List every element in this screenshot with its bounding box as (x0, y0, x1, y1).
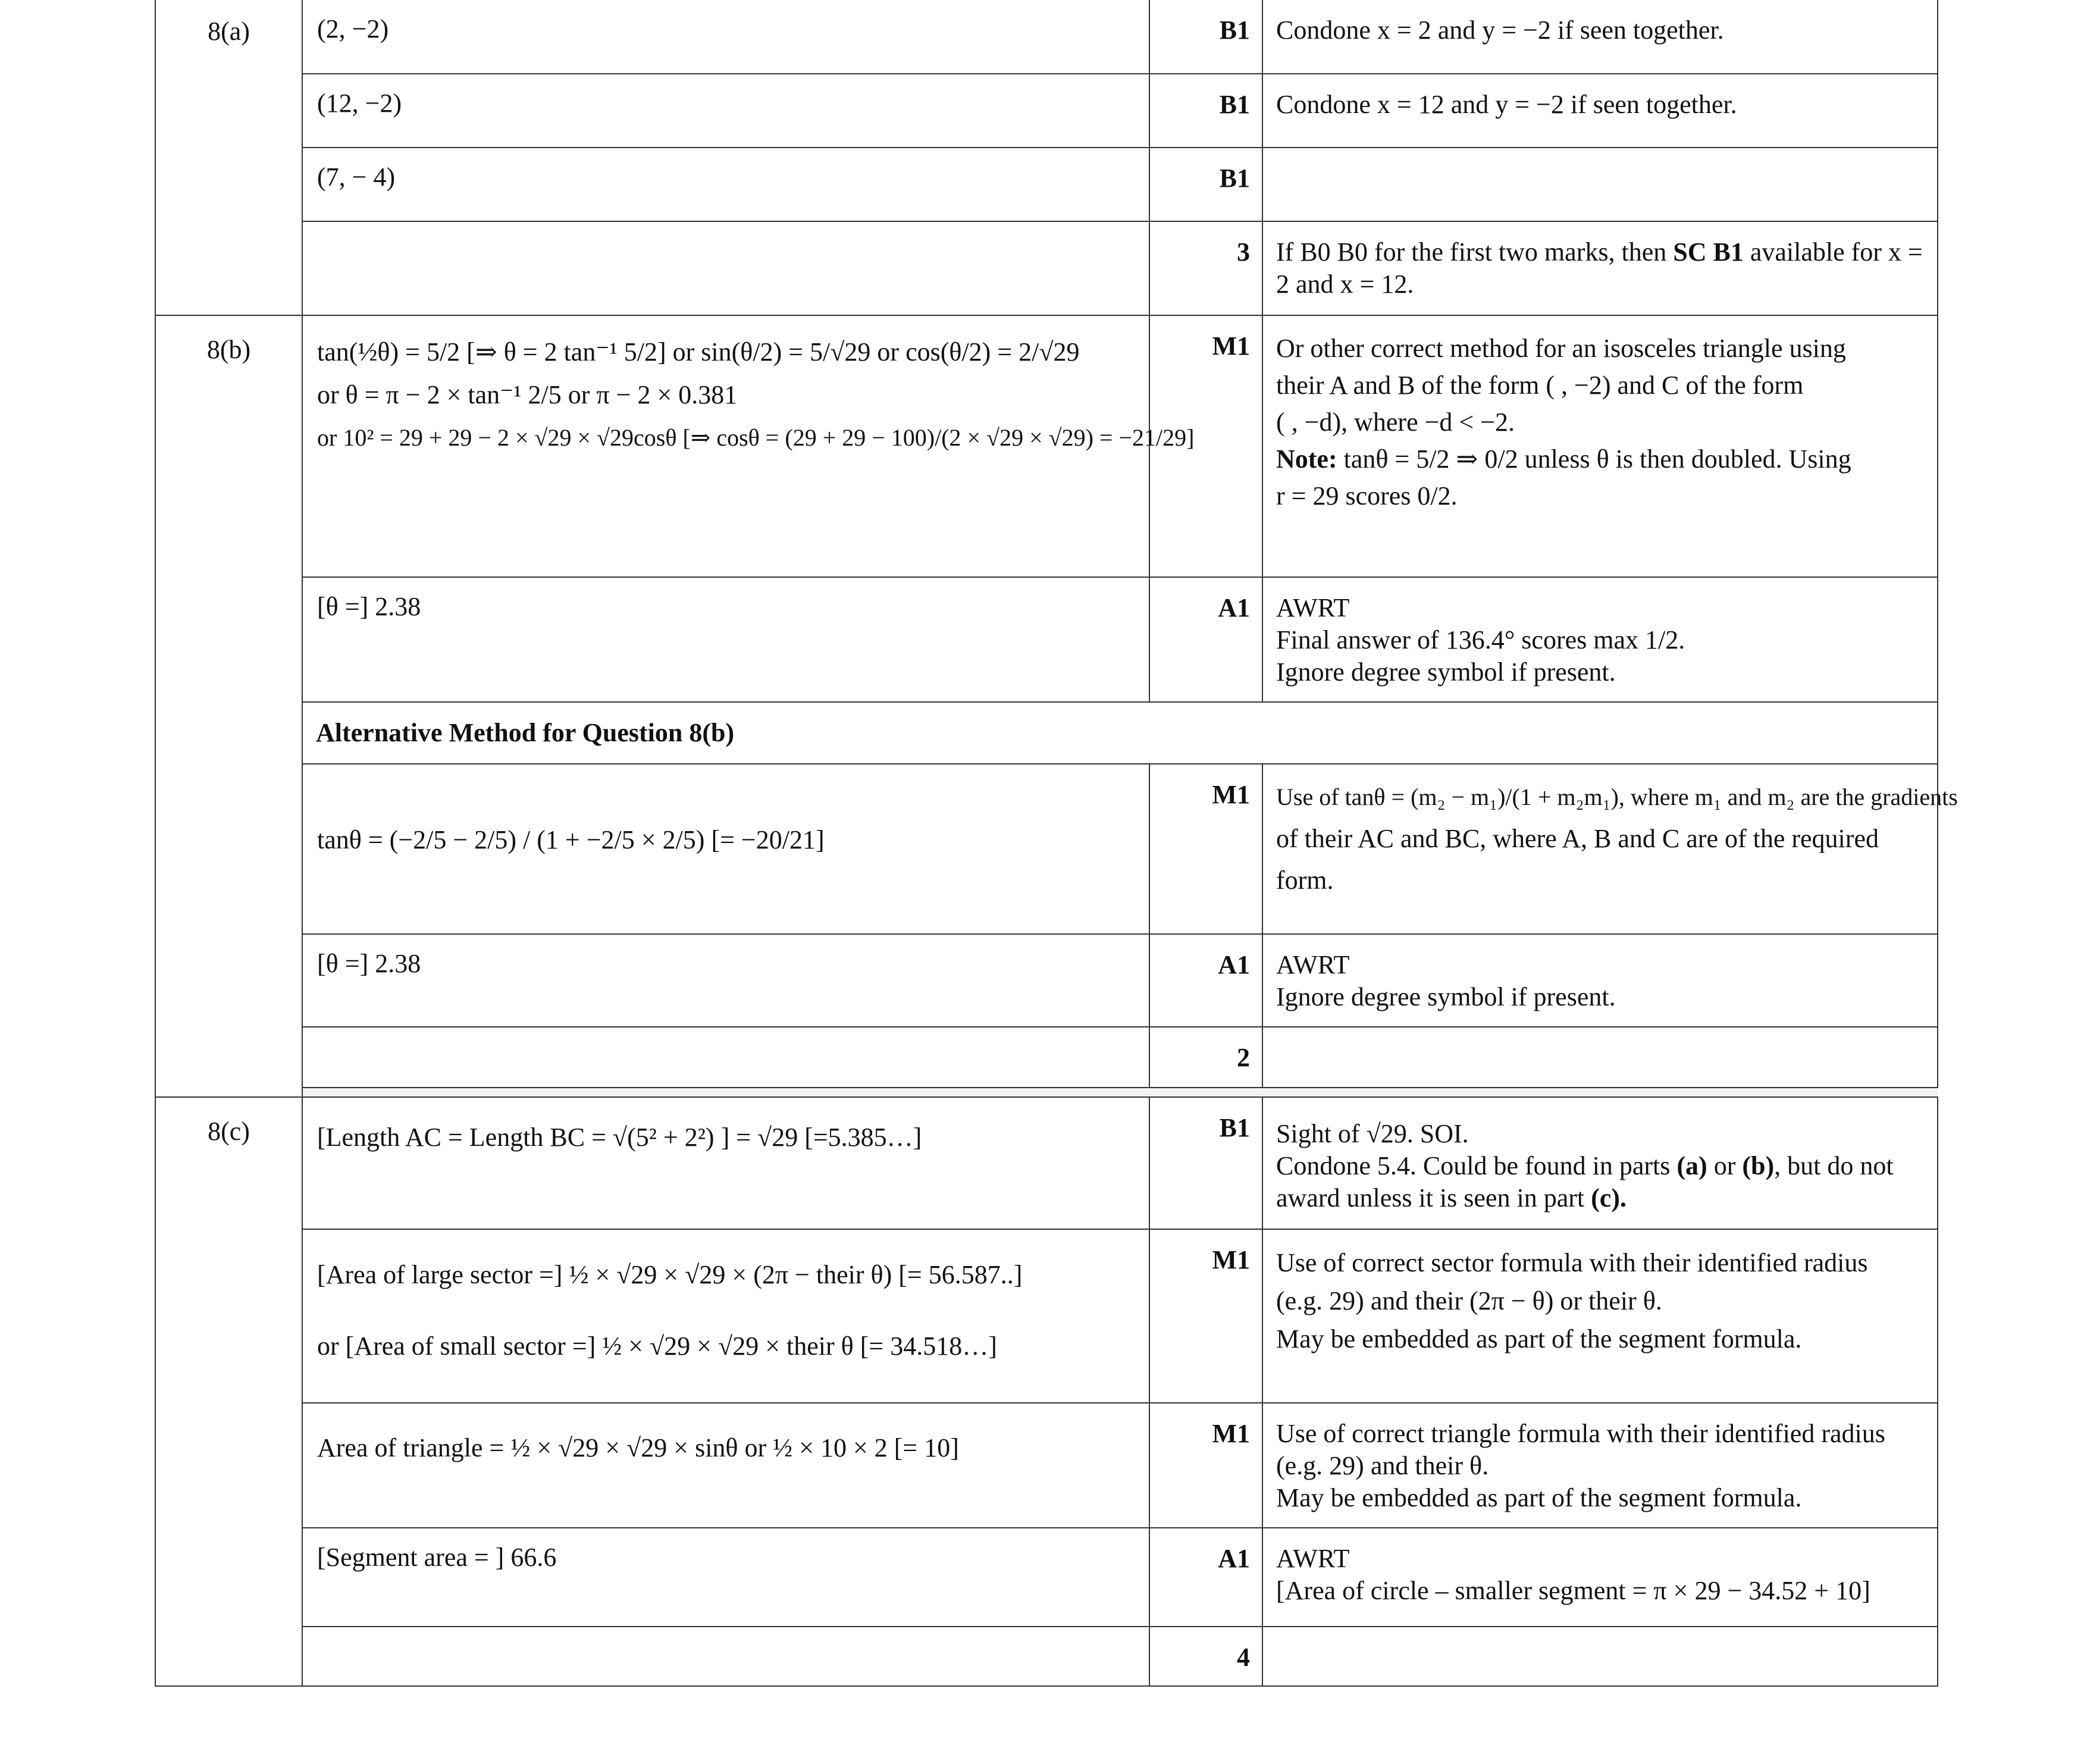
mark-cell (1149, 0, 1262, 74)
mark-code: A1 (1218, 1544, 1250, 1573)
table-row (155, 74, 1938, 148)
guidance-cell (1262, 577, 1938, 702)
total-mark-cell (1149, 221, 1262, 315)
part-ref: (c). (1591, 1183, 1627, 1212)
guidance-line: May be embedded as part of the segment formula. (1276, 1483, 1802, 1512)
guidance-line: Or other correct method for an isosceles triangle using (1276, 334, 1846, 363)
question-number: 8(a) (208, 17, 250, 46)
section-divider (155, 1088, 1938, 1097)
mark-cell (1149, 934, 1262, 1027)
guidance-line: Sight of √29. SOI. (1276, 1119, 1469, 1148)
alternative-heading-text: Alternative Method for Question 8(b) (316, 718, 735, 747)
guidance-cell (1262, 934, 1938, 1027)
mark-code: M1 (1212, 780, 1250, 809)
guidance-line: ( , −d), where −d < −2. (1276, 408, 1515, 437)
answer-cell (302, 1528, 1149, 1627)
mark-code: M1 (1212, 331, 1250, 361)
guidance-cell (1262, 1027, 1938, 1088)
guidance-line: Final answer of 136.4° scores max 1/2. (1276, 625, 1685, 654)
question-label-8b (155, 315, 302, 1097)
answer-text: [Segment area = ] 66.6 (317, 1543, 557, 1572)
total-mark-cell (1149, 1627, 1262, 1686)
guidance-cell (1262, 74, 1938, 148)
total-mark: 3 (1237, 237, 1250, 267)
guidance-line: Use of correct sector formula with their identified radius (1276, 1248, 1868, 1277)
guidance-line: Ignore degree symbol if present. (1276, 982, 1616, 1011)
answer-text: [Length AC = Length BC = √(5² + 2²) ] = √29 [=5.385…] (317, 1123, 922, 1152)
answer-line: or [Area of small sector =] ½ × √29 × √29 × their θ [= 34.518…] (317, 1331, 997, 1361)
mark-code: B1 (1219, 15, 1250, 45)
answer-text: tanθ = (−2/5 − 2/5) / (1 + −2/5 × 2/5) [= −20/21] (317, 825, 825, 854)
guidance-text: available for x = 2 and x = 12. (1276, 237, 1923, 299)
answer-cell (302, 764, 1149, 934)
guidance-cell (1262, 0, 1938, 74)
part-ref: (a) (1677, 1151, 1707, 1180)
answer-text: Area of triangle = ½ × √29 × √29 × sinθ or ½ × 10 × 2 [= 10] (317, 1433, 959, 1462)
question-number: 8(b) (206, 335, 251, 364)
table-row (155, 1027, 1938, 1088)
guidance-line: [Area of circle – smaller segment = π × 29 − 34.52 + 10] (1276, 1576, 1870, 1605)
question-label-8c (155, 1097, 302, 1686)
answer-text: (2, −2) (317, 14, 389, 43)
guidance-cell (1262, 148, 1938, 221)
mark-code: M1 (1212, 1419, 1250, 1448)
guidance-line: their A and B of the form ( , −2) and C of the form (1276, 371, 1804, 400)
answer-line: tan(½θ) = 5/2 [⇒ θ = 2 tan⁻¹ 5/2] or sin(θ/2) = 5/√29 or cos(θ/2) = 2/√29 (317, 337, 1080, 366)
answer-text: (12, −2) (317, 89, 402, 118)
mark-cell (1149, 1097, 1262, 1229)
note-label: Note: (1276, 444, 1337, 474)
table-row (155, 148, 1938, 221)
guidance-text: Condone x = 2 and y = −2 if seen together. (1276, 15, 1724, 45)
guidance-line (1276, 1182, 1925, 1214)
table-row (155, 1097, 1938, 1229)
guidance-cell (1262, 1229, 1938, 1403)
guidance-line: May be embedded as part of the segment formula. (1276, 1324, 1802, 1353)
mark-cell (1149, 1403, 1262, 1528)
part-ref: (b) (1742, 1151, 1775, 1180)
answer-text: [θ =] 2.38 (317, 592, 421, 621)
mark-code: B1 (1219, 1113, 1250, 1142)
answer-cell (302, 1403, 1149, 1528)
answer-text: (7, − 4) (317, 162, 396, 192)
guidance-line: r = 29 scores 0/2. (1276, 481, 1458, 510)
answer-cell (302, 0, 1149, 74)
total-mark-cell (1149, 1027, 1262, 1088)
mark-cell (1149, 577, 1262, 702)
guidance-line: Use of correct triangle formula with their identified radius (1276, 1419, 1885, 1448)
table-row (155, 1403, 1938, 1528)
guidance-line: AWRT (1276, 593, 1350, 622)
note-text: tanθ = 5/2 ⇒ 0/2 unless θ is then doubled. Using (1337, 444, 1851, 474)
guidance-cell (1262, 764, 1958, 934)
answer-line: or 10² = 29 + 29 − 2 × √29 × √29cosθ [⇒ cosθ = (29 + 29 − 100)/(2 × √29 × √29) = −21/29] (317, 424, 1195, 451)
guidance-text: Condone x = 12 and y = −2 if seen together. (1276, 90, 1737, 119)
guidance-line: Use of tanθ = (m₂ − m₁)/(1 + m₂m₁), where m₁ and m₂ are the gradients (1276, 784, 1958, 810)
answer-cell (302, 1627, 1149, 1686)
mark-cell (1149, 1229, 1262, 1403)
mark-cell (1149, 74, 1262, 148)
guidance-cell (1262, 221, 1938, 315)
guidance-text: If B0 B0 for the first two marks, then (1276, 237, 1674, 267)
answer-cell (302, 74, 1149, 148)
guidance-text: or (1707, 1151, 1743, 1180)
question-number: 8(c) (208, 1117, 250, 1146)
guidance-line: Ignore degree symbol if present. (1276, 657, 1616, 687)
guidance-note (1276, 441, 1925, 478)
mark-code: A1 (1218, 593, 1250, 622)
mark-scheme (155, 0, 1958, 1687)
guidance-cell (1262, 1403, 1938, 1528)
mark-cell (1149, 764, 1262, 934)
guidance-line: AWRT (1276, 1544, 1350, 1573)
answer-cell (302, 315, 1195, 577)
mark-code: A1 (1218, 950, 1250, 979)
mark-code: B1 (1219, 90, 1250, 119)
guidance-text: award unless it is seen in part (1276, 1183, 1591, 1212)
table-row (155, 1528, 1938, 1627)
answer-cell (302, 1097, 1149, 1229)
guidance-cell (1262, 315, 1938, 577)
answer-cell (302, 934, 1149, 1027)
answer-line: or θ = π − 2 × tan⁻¹ 2/5 or π − 2 × 0.381 (317, 380, 738, 409)
guidance-line: (e.g. 29) and their (2π − θ) or their θ. (1276, 1286, 1662, 1315)
guidance-line: (e.g. 29) and their θ. (1276, 1451, 1489, 1480)
table-row (155, 315, 1938, 577)
total-mark: 4 (1237, 1643, 1250, 1672)
guidance-line: of their AC and BC, where A, B and C are of the required (1276, 824, 1879, 853)
guidance-line (1276, 1150, 1925, 1182)
guidance-line: AWRT (1276, 950, 1350, 979)
answer-cell (302, 148, 1149, 221)
table-row (155, 221, 1938, 315)
answer-line: [Area of large sector =] ½ × √29 × √29 × (2π − their θ) [= 56.587..] (317, 1260, 1023, 1289)
answer-cell (302, 221, 1149, 315)
mark-code: M1 (1212, 1245, 1250, 1274)
answer-cell (302, 577, 1149, 702)
table-row (155, 764, 1938, 934)
total-mark: 2 (1237, 1043, 1250, 1072)
table-row (155, 934, 1938, 1027)
guidance-line: form. (1276, 866, 1334, 895)
guidance-cell (1262, 1097, 1938, 1229)
guidance-text: , but do not (1774, 1151, 1894, 1180)
table-row (155, 0, 1938, 74)
guidance-cell (1262, 1528, 1938, 1627)
mark-cell (1149, 148, 1262, 221)
mark-cell (1149, 1528, 1262, 1627)
answer-cell (302, 1027, 1149, 1088)
special-case-label: SC B1 (1673, 237, 1744, 267)
table-row (155, 1627, 1938, 1686)
answer-cell (302, 1229, 1149, 1403)
question-label-8a (155, 0, 302, 315)
mark-code: B1 (1219, 164, 1250, 193)
guidance-cell (1262, 1627, 1938, 1686)
guidance-text: Condone 5.4. Could be found in parts (1276, 1151, 1677, 1180)
mark-scheme-table (155, 0, 1958, 1687)
table-row (155, 577, 1938, 702)
table-row (155, 702, 1938, 764)
alternative-method-heading (302, 702, 1938, 764)
table-row (155, 1229, 1938, 1403)
answer-text: [θ =] 2.38 (317, 949, 421, 978)
